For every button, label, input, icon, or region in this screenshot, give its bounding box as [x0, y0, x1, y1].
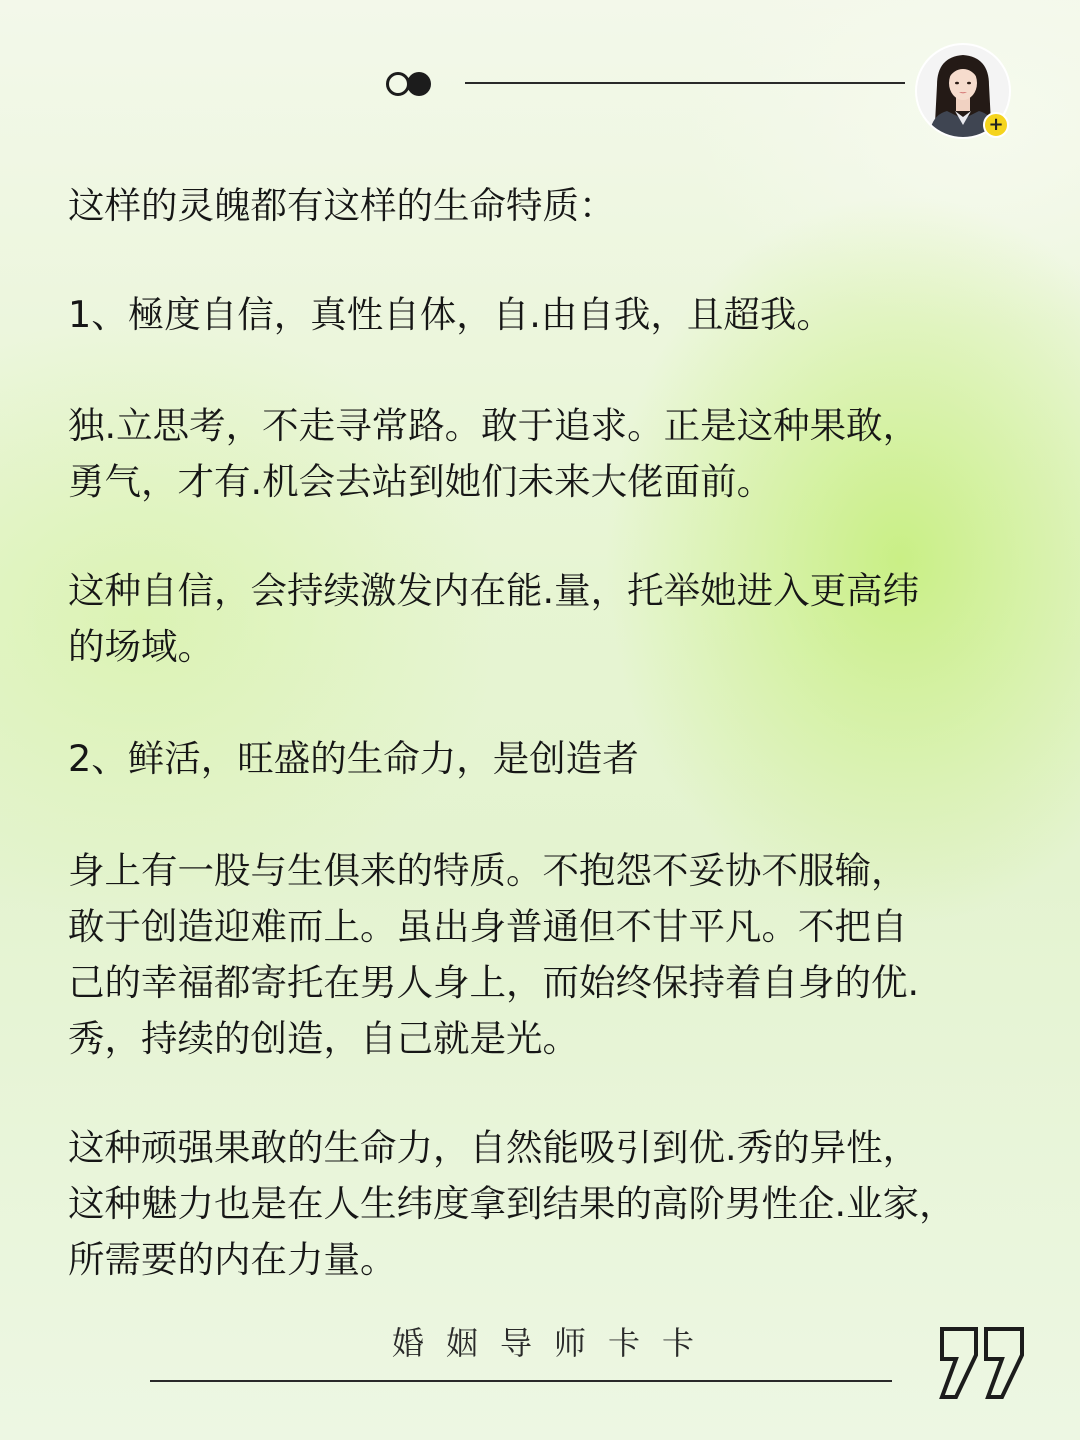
paragraph-independence: [68, 398, 1048, 510]
paragraph-creator: [68, 843, 1048, 1067]
text-line: 独.立思考，不走寻常路。敢于追求。正是这种果敢，: [68, 404, 920, 447]
footer-divider: [150, 1380, 892, 1382]
point-1: [68, 287, 1048, 343]
double-circle-icon: [385, 70, 437, 98]
intro-heading: [68, 178, 1048, 234]
text-line: 勇气，才有.机会去站到她们未来大佬面前。: [68, 460, 774, 503]
point-2: [68, 731, 1048, 787]
text-line: 身上有一股与生俱来的特质。不抱怨不妥协不服输，: [68, 849, 908, 892]
text-line: 1、極度自信，真性自体，自.由自我，且超我。: [68, 293, 833, 336]
paragraph-vitality: [68, 1120, 1048, 1288]
text-line: 己的幸福都寄托在男人身上，而始终保持着自身的优.: [68, 961, 920, 1004]
author-signature: 婚姻导师卡卡: [391, 1324, 716, 1362]
follow-button[interactable]: +: [983, 112, 1009, 138]
paragraph-confidence: [68, 563, 1048, 675]
text-line: 敢于创造迎难而上。虽出身普通但不甘平凡。不把自: [68, 905, 908, 948]
text-line: 这样的灵魄都有这样的生命特质：: [68, 184, 616, 227]
text-line: 秀，持续的创造，自己就是光。: [68, 1017, 579, 1060]
text-line: 2、鲜活，旺盛的生命力，是创造者: [68, 737, 639, 780]
text-line: 这种自信，会持续激发内在能.量，托举她进入更高纬: [68, 569, 920, 612]
header-divider: [465, 82, 905, 84]
text-line: 这种顽强果敢的生命力，自然能吸引到优.秀的异性，: [68, 1126, 920, 1169]
closing-quote-icon: [936, 1325, 1028, 1401]
text-line: 的场域。: [68, 625, 214, 668]
text-line: 所需要的内在力量。: [68, 1238, 397, 1281]
text-line: 这种魅力也是在人生纬度拿到结果的高阶男性企.业家，: [68, 1182, 956, 1225]
